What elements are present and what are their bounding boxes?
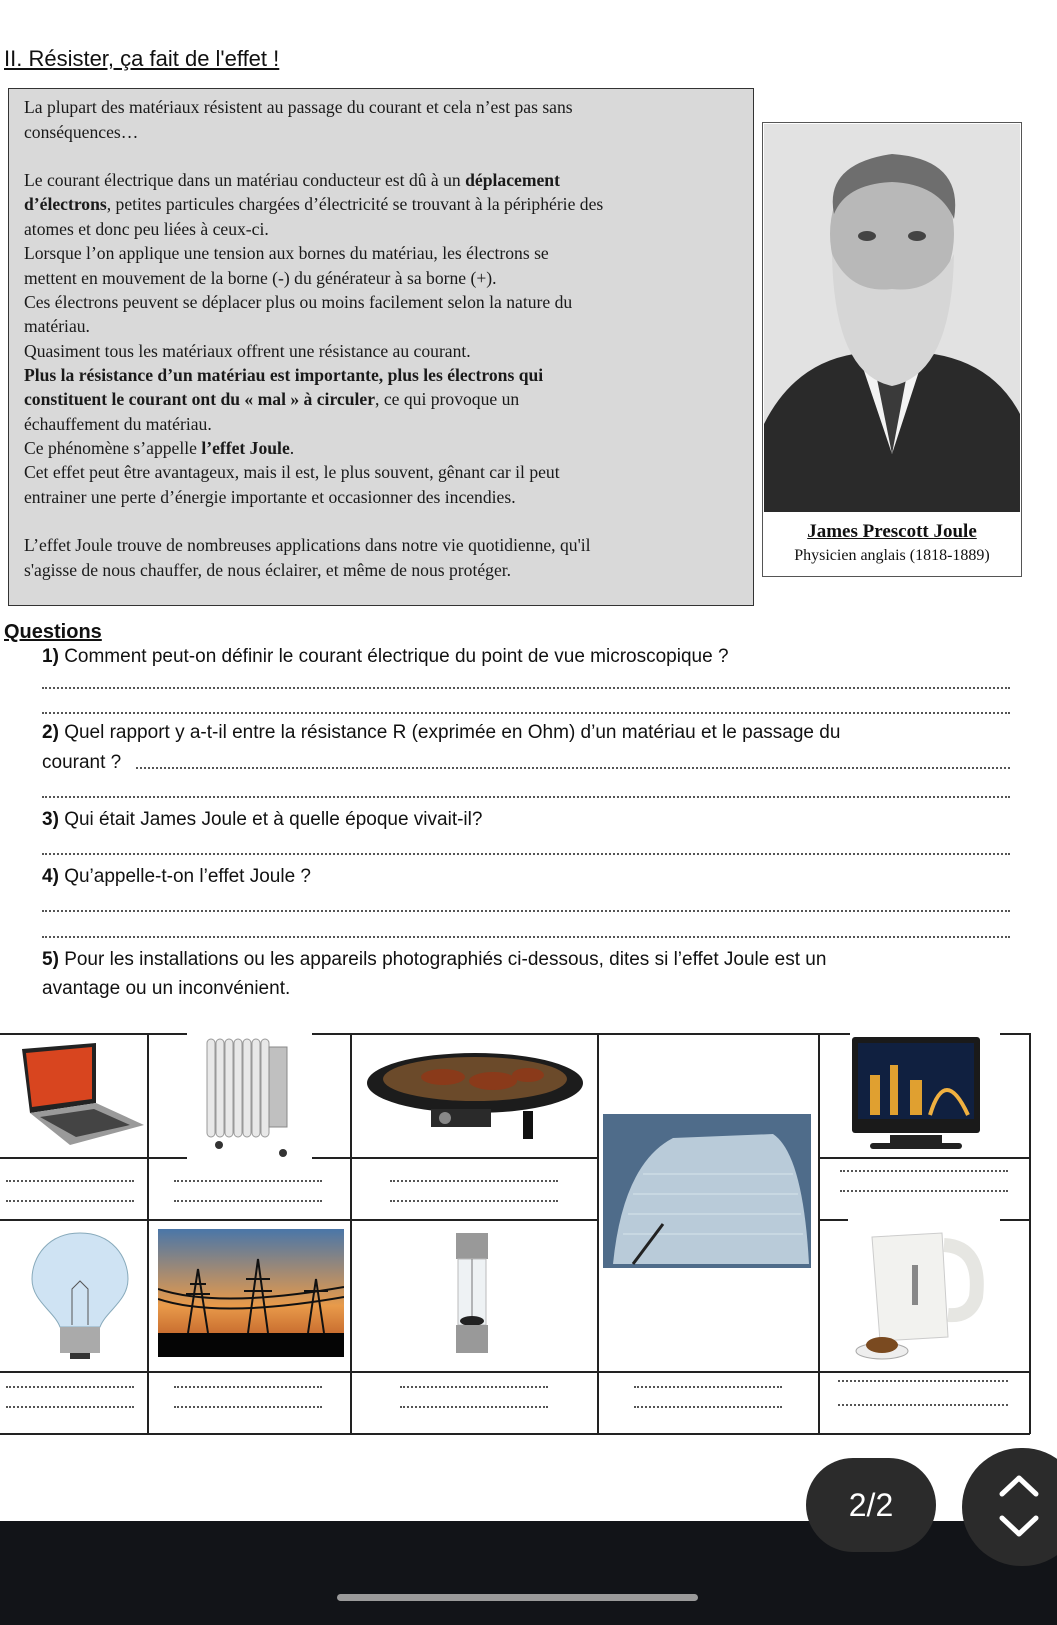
answer-blank-grill[interactable] [390, 1179, 558, 1182]
portrait-frame [762, 122, 1022, 577]
intro-line: La plupart des matériaux résistent au passage du courant et cela n’est pas sans [24, 97, 573, 117]
laptop-image [20, 1041, 145, 1151]
power-lines-image [158, 1229, 344, 1357]
intro-line: Cet effet peut être avantageux, mais il est, le plus souvent, gênant car il peut [24, 462, 560, 482]
portrait-name: James Prescott Joule [807, 521, 977, 542]
answer-blank-kettle[interactable] [838, 1403, 1008, 1406]
answer-line[interactable] [42, 935, 1010, 938]
answer-line[interactable] [42, 852, 1010, 855]
bulb-image [28, 1229, 132, 1361]
answer-blank-bulb[interactable] [6, 1405, 134, 1408]
answer-blank-radiator[interactable] [174, 1199, 322, 1202]
intro-line: entrainer une perte d’énergie importante et occasionner des incendies. [24, 487, 516, 507]
fuse-image [450, 1229, 495, 1357]
kettle-image [852, 1217, 992, 1365]
answer-blank-laptop[interactable] [6, 1179, 134, 1182]
intro-line: Ce phénomène s’appelle l’effet Joule. [24, 438, 295, 458]
intro-line: Plus la résistance d’un matériau est importante, plus les électrons qui [24, 365, 544, 385]
portrait-photo [764, 124, 1020, 512]
question-2: 2) Quel rapport y a-t-il entre la résistance R (exprimée en Ohm) d’un matériau et le passage du [42, 722, 841, 743]
intro-line: atomes et donc peu liées à ceux-ci. [24, 219, 269, 239]
intro-line: Quasiment tous les matériaux offrent une résistance au courant. [24, 341, 471, 361]
tv-image [850, 1035, 982, 1153]
intro-text-box [8, 88, 754, 606]
appliance-table [0, 1033, 1030, 1435]
answer-line[interactable] [42, 686, 1010, 689]
portrait-subtitle: Physicien anglais (1818-1889) [794, 547, 990, 564]
question-5-cont: avantage ou un inconvénient. [42, 978, 291, 999]
answer-blank-radiator[interactable] [174, 1179, 322, 1182]
intro-line: matériau. [24, 316, 90, 336]
question-5: 5) Pour les installations ou les appareils photographiés ci-dessous, dites si l’effet Joule est un [42, 949, 827, 970]
home-indicator[interactable] [337, 1594, 698, 1601]
answer-blank-car[interactable] [634, 1405, 782, 1408]
answer-blank-bulb[interactable] [6, 1385, 134, 1388]
questions-title: Questions [4, 621, 102, 643]
answer-line[interactable] [136, 766, 1010, 769]
answer-blank-laptop[interactable] [6, 1199, 134, 1202]
answer-blank-car[interactable] [634, 1385, 782, 1388]
intro-line: Le courant électrique dans un matériau conducteur est dû à un déplacement [24, 170, 560, 190]
question-2-cont: courant ? [42, 752, 122, 773]
question-3: 3) Qui était James Joule et à quelle époque vivait-il? [42, 809, 483, 830]
intro-line: d’électrons, petites particules chargées d’électricité se trouvant à la périphérie des [24, 194, 604, 214]
answer-blank-power-lines[interactable] [174, 1405, 322, 1408]
answer-line[interactable] [42, 795, 1010, 798]
radiator-image [205, 1035, 290, 1157]
intro-line: constituent le courant ont du « mal » à circuler, ce qui provoque un [24, 389, 520, 409]
answer-blank-power-lines[interactable] [174, 1385, 322, 1388]
intro-line: mettent en mouvement de la borne (-) du générateur à sa borne (+). [24, 268, 497, 288]
answer-line[interactable] [42, 909, 1010, 912]
question-1: 1) Comment peut-on définir le courant électrique du point de vue microscopique ? [42, 646, 729, 667]
answer-blank-grill[interactable] [390, 1199, 558, 1202]
section-title: II. Résister, ça fait de l'effet ! [4, 46, 280, 71]
grill-image [363, 1041, 588, 1141]
intro-line: s'agisse de nous chauffer, de nous éclairer, et même de nous protéger. [24, 560, 512, 580]
car-frost-image [603, 1114, 811, 1268]
answer-line[interactable] [42, 711, 1010, 714]
question-4: 4) Qu’appelle-t-on l’effet Joule ? [42, 866, 311, 887]
answer-blank-fuse[interactable] [400, 1405, 548, 1408]
chevron-up-down-icon [998, 1472, 1040, 1542]
intro-line: échauffement du matériau. [24, 414, 212, 434]
intro-line: Lorsque l’on applique une tension aux bornes du matériau, les électrons se [24, 243, 549, 263]
answer-blank-fuse[interactable] [400, 1385, 548, 1388]
answer-blank-tv[interactable] [840, 1169, 1008, 1172]
intro-line: conséquences… [24, 122, 139, 142]
answer-blank-kettle[interactable] [838, 1379, 1008, 1382]
page-indicator: 2/2 [806, 1458, 936, 1552]
answer-blank-tv[interactable] [840, 1189, 1008, 1192]
intro-line: L’effet Joule trouve de nombreuses applications dans notre vie quotidienne, qu'il [24, 535, 591, 555]
intro-line: Ces électrons peuvent se déplacer plus ou moins facilement selon la nature du [24, 292, 573, 312]
